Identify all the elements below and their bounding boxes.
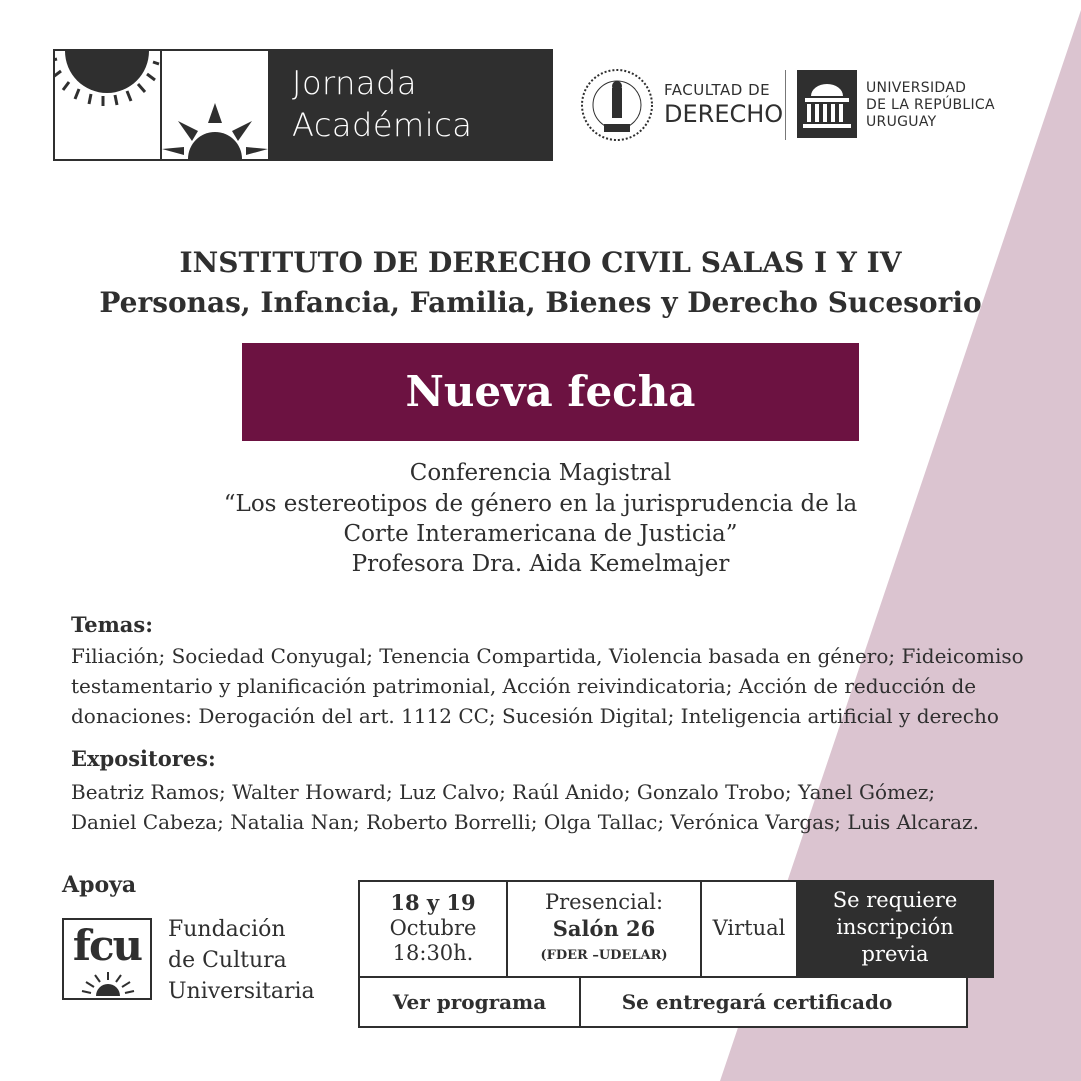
certificate-label: Se entregará certificado bbox=[621, 990, 893, 1014]
topics-heading: Temas: bbox=[71, 612, 153, 637]
institute-title: INSTITUTO DE DERECHO CIVIL SALAS I Y IV bbox=[179, 246, 902, 279]
venue-institution: (FDER –UDELAR) bbox=[540, 948, 668, 963]
faculty-name-line1: FACULTAD DE bbox=[664, 81, 771, 99]
sponsor-name-line2: de Cultura bbox=[168, 948, 287, 973]
sun-rays-icon bbox=[55, 51, 160, 159]
sponsor-label: Apoya bbox=[62, 872, 137, 898]
university-building-icon bbox=[797, 70, 857, 138]
new-date-banner-text: Nueva fecha bbox=[405, 367, 696, 416]
university-name-line3: URUGUAY bbox=[866, 114, 937, 130]
conference-type: Conferencia Magistral bbox=[409, 460, 672, 486]
university-name-line2: DE LA REPÚBLICA bbox=[866, 97, 995, 113]
registration-line1: Se requiere bbox=[832, 888, 958, 912]
conference-title-line2: Corte Interamericana de Justicia” bbox=[343, 521, 738, 547]
topics-line: Filiación; Sociedad Conyugal; Tenencia Compartida, Violencia basada en género; Fideicomiso bbox=[71, 644, 1024, 668]
speakers-heading: Expositores: bbox=[71, 746, 216, 771]
sponsor-name-line3: Universitaria bbox=[168, 979, 315, 1004]
faculty-name-line2: DERECHO bbox=[664, 100, 784, 128]
conference-title-line1: “Los estereotipos de género en la jurisprudencia de la bbox=[223, 491, 858, 517]
sponsor-name-line1: Fundación bbox=[168, 917, 286, 942]
event-name-line2: Académica bbox=[292, 106, 473, 144]
faculty-seal-icon bbox=[580, 68, 654, 142]
fcu-sun-icon bbox=[80, 970, 136, 996]
event-name-line1: Jornada bbox=[292, 64, 417, 102]
header-separator bbox=[785, 70, 786, 140]
areas-subtitle: Personas, Infancia, Familia, Bienes y Derecho Sucesorio bbox=[99, 286, 982, 319]
registration-line3: previa bbox=[861, 942, 929, 966]
view-program-label[interactable]: Ver programa bbox=[392, 990, 547, 1014]
event-time: 18:30h. bbox=[392, 941, 474, 965]
venue-mode: Presencial: bbox=[544, 890, 664, 914]
virtual-label: Virtual bbox=[712, 916, 786, 940]
event-days: 18 y 19 bbox=[390, 890, 476, 915]
fcu-logo-text: fcu bbox=[72, 921, 142, 970]
registration-line2: inscripción bbox=[836, 915, 954, 939]
rising-sun-icon bbox=[162, 51, 268, 159]
speakers-line: Beatriz Ramos; Walter Howard; Luz Calvo; Raúl Anido; Gonzalo Trobo; Yanel Gómez; bbox=[71, 780, 936, 804]
university-name-line1: UNIVERSIDAD bbox=[866, 80, 967, 96]
event-month: Octubre bbox=[389, 916, 477, 940]
conference-speaker: Profesora Dra. Aida Kemelmajer bbox=[351, 551, 730, 577]
topics-line: donaciones: Derogación del art. 1112 CC; Sucesión Digital; Inteligencia artificial y derecho bbox=[71, 704, 999, 728]
speakers-line: Daniel Cabeza; Natalia Nan; Roberto Borrelli; Olga Tallac; Verónica Vargas; Luis Alcaraz. bbox=[71, 810, 979, 834]
venue-room: Salón 26 bbox=[552, 916, 656, 941]
topics-line: testamentario y planificación patrimonial, Acción reivindicatoria; Acción de reducción de bbox=[71, 674, 977, 698]
